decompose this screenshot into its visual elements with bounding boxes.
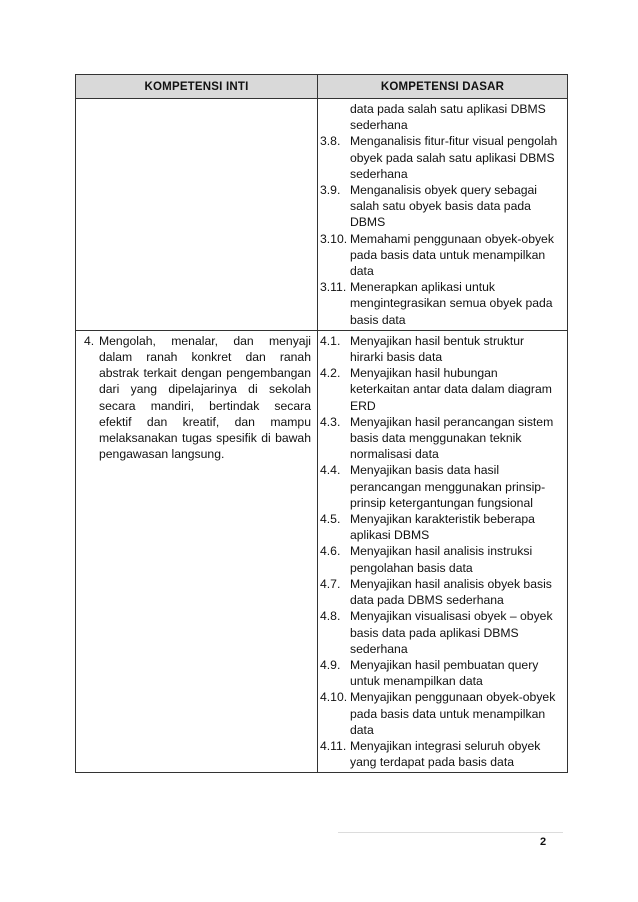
ki-number: 4. bbox=[84, 333, 95, 348]
ki-text: Mengolah, menalar, dan menyaji dalam ranah konkret dan ranah abstrak terkait dengan pengembangan dari yang dipelajarinya di sekolah secara mandiri, bertindak secara efektif dan kreatif, dan mampu melaksanakan tugas spesifik di bawah pengawasan langsung. bbox=[99, 333, 311, 462]
kd-number: 4.5. bbox=[320, 512, 341, 527]
page-number: 2 bbox=[540, 836, 547, 848]
kd-number: 4.6. bbox=[320, 544, 341, 559]
list-item bbox=[320, 657, 559, 689]
table-header-row bbox=[76, 75, 568, 99]
list-item bbox=[320, 182, 559, 231]
kd-text: Menyajikan integrasi seluruh obyek yang terdapat pada basis data bbox=[350, 738, 541, 770]
kd-text: Menyajikan karakteristik beberapa aplikasi DBMS bbox=[350, 512, 535, 543]
list-item bbox=[320, 608, 559, 657]
list-item bbox=[320, 738, 559, 770]
kd-text: Memahami penggunaan obyek-obyek pada basis data untuk menampilkan data bbox=[350, 231, 554, 279]
kd-number bbox=[320, 101, 350, 133]
list-item bbox=[320, 576, 559, 608]
ki-item bbox=[84, 333, 311, 463]
table-row bbox=[76, 99, 568, 331]
list-item bbox=[320, 462, 559, 511]
list-item bbox=[320, 511, 559, 543]
kd-cell bbox=[318, 99, 568, 331]
kd-number: 3.10. bbox=[320, 231, 348, 246]
list-item bbox=[320, 231, 559, 280]
competency-table bbox=[75, 74, 568, 773]
kd-text: Menyajikan hasil perancangan sistem basis data menggunakan teknik normalisasi data bbox=[350, 414, 554, 462]
list-item bbox=[320, 333, 559, 365]
kd-cell bbox=[318, 330, 568, 772]
kd-number: 4.10. bbox=[320, 690, 348, 705]
kd-text: Menyajikan hasil analisis instruksi pengolahan basis data bbox=[350, 544, 533, 575]
kd-text: Menyajikan penggunaan obyek-obyek pada basis data untuk menampilkan data bbox=[350, 690, 556, 737]
header-kompetensi-inti: KOMPETENSI INTI bbox=[76, 75, 318, 99]
ki-cell bbox=[76, 330, 318, 772]
kd-text: Menganalisis obyek query sebagai salah satu obyek basis data pada DBMS bbox=[350, 183, 537, 230]
ki-cell-empty bbox=[76, 99, 318, 331]
kd-text: data pada salah satu aplikasi DBMS sederhana bbox=[350, 102, 546, 133]
kd-text: Menganalisis fitur-fitur visual pengolah obyek pada salah satu aplikasi DBMS sederhana bbox=[350, 134, 558, 181]
kd-list bbox=[320, 333, 559, 770]
table-row bbox=[76, 330, 568, 772]
kd-text: Menyajikan hasil pembuatan query untuk menampilkan data bbox=[350, 657, 539, 689]
kd-number: 4.1. bbox=[320, 333, 341, 348]
header-kompetensi-dasar: KOMPETENSI DASAR bbox=[318, 75, 568, 99]
kd-list bbox=[320, 101, 559, 328]
kd-text: Menyajikan hasil analisis obyek basis data pada DBMS sederhana bbox=[350, 576, 552, 608]
kd-number: 4.9. bbox=[320, 657, 341, 672]
list-item bbox=[320, 101, 559, 133]
kd-number: 4.8. bbox=[320, 609, 341, 624]
kd-number: 3.8. bbox=[320, 134, 341, 149]
kd-number: 3.11. bbox=[320, 280, 347, 295]
kd-text: Menyajikan hasil bentuk struktur hirarki basis data bbox=[350, 333, 525, 365]
list-item bbox=[320, 689, 559, 738]
list-item bbox=[320, 279, 559, 328]
kd-number: 4.7. bbox=[320, 576, 341, 591]
kd-number: 4.2. bbox=[320, 366, 341, 381]
kd-text: Menyajikan hasil hubungan keterkaitan antar data dalam diagram ERD bbox=[350, 366, 552, 413]
footer-divider bbox=[338, 832, 563, 833]
list-item bbox=[320, 543, 559, 575]
kd-text: Menerapkan aplikasi untuk mengintegrasikan semua obyek pada basis data bbox=[350, 280, 553, 327]
kd-number: 3.9. bbox=[320, 183, 341, 198]
kd-number: 4.3. bbox=[320, 414, 341, 429]
list-item bbox=[320, 365, 559, 414]
kd-text: Menyajikan basis data hasil perancangan menggunakan prinsip-prinsip ketergantungan fungsional bbox=[350, 463, 546, 510]
list-item bbox=[320, 414, 559, 463]
list-item bbox=[320, 133, 559, 182]
kd-text: Menyajikan visualisasi obyek – obyek basis data pada aplikasi DBMS sederhana bbox=[350, 609, 553, 656]
kd-number: 4.11. bbox=[320, 738, 347, 753]
kd-number: 4.4. bbox=[320, 463, 341, 478]
